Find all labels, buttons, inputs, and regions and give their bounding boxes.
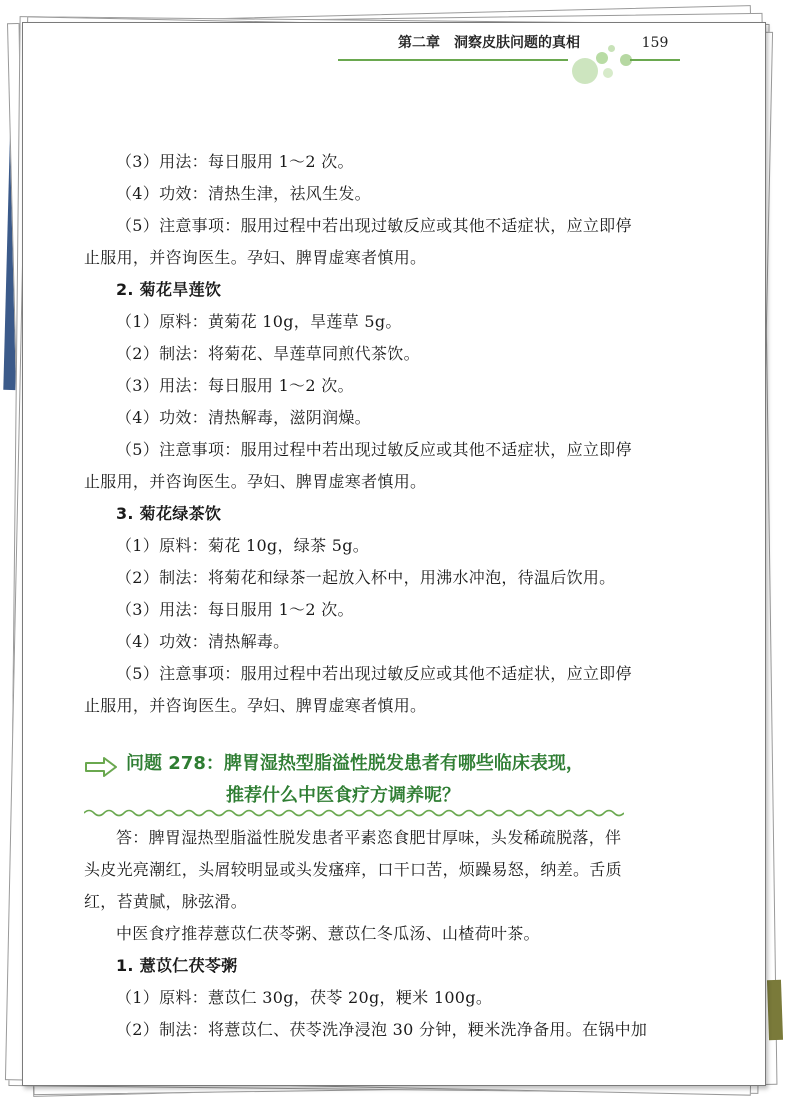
body-text — [84, 146, 684, 722]
text-line: （1）原料：黄菊花 10g，旱莲草 5g。 — [116, 312, 402, 331]
decor-dot — [603, 68, 613, 78]
stack-edge-olive — [767, 980, 783, 1040]
running-header — [300, 28, 680, 82]
text-line: （3）用法：每日服用 1～2 次。 — [116, 152, 354, 171]
section-heading: 2. 菊花旱莲饮 — [116, 280, 222, 299]
text-line: （2）制法：将菊花和绿茶一起放入杯中，用沸水冲泡，待温后饮用。 — [116, 568, 616, 587]
text-line: （1）原料：薏苡仁 30g，茯苓 20g，粳米 100g。 — [116, 988, 493, 1007]
text-line: 止服用，并咨询医生。孕妇、脾胃虚寒者慎用。 — [84, 472, 427, 491]
text-line: 止服用，并咨询医生。孕妇、脾胃虚寒者慎用。 — [84, 248, 427, 267]
wavy-underline — [84, 808, 624, 818]
section-heading: 1. 薏苡仁茯苓粥 — [116, 956, 238, 975]
question-title-line-1: 问题 278：脾胃湿热型脂溢性脱发患者有哪些临床表现， — [126, 753, 584, 774]
text-line: 头皮光亮潮红，头屑较明显或头发瘙痒，口干口苦，烦躁易怒，纳差。舌质 — [84, 860, 622, 879]
page-number: 159 — [641, 35, 669, 51]
answer-text — [84, 822, 684, 1046]
text-line: （4）功效：清热解毒，滋阴润燥。 — [116, 408, 371, 427]
text-line: 止服用，并咨询医生。孕妇、脾胃虚寒者慎用。 — [84, 696, 427, 715]
text-line: （4）功效：清热生津，祛风生发。 — [116, 184, 371, 203]
section-heading: 3. 菊花绿茶饮 — [116, 504, 222, 523]
text-line: （5）注意事项：服用过程中若出现过敏反应或其他不适症状，应立即停 — [116, 440, 632, 459]
text-line: 红，苔黄腻，脉弦滑。 — [84, 892, 248, 911]
decor-dot — [596, 52, 608, 64]
text-line: 中医食疗推荐薏苡仁茯苓粥、薏苡仁冬瓜汤、山楂荷叶茶。 — [116, 924, 540, 943]
text-line: 答：脾胃湿热型脂溢性脱发患者平素恣食肥甘厚味，头发稀疏脱落，伴 — [116, 828, 622, 847]
text-line: （2）制法：将菊花、旱莲草同煎代茶饮。 — [116, 344, 420, 363]
text-line: （3）用法：每日服用 1～2 次。 — [116, 376, 354, 395]
header-rule — [338, 59, 568, 61]
text-line: （3）用法：每日服用 1～2 次。 — [116, 600, 354, 619]
arrow-right-icon — [84, 756, 118, 778]
text-line: （5）注意事项：服用过程中若出现过敏反应或其他不适症状，应立即停 — [116, 664, 632, 683]
text-line: （4）功效：清热解毒。 — [116, 632, 290, 651]
header-rule — [630, 59, 680, 61]
question-title-line-2: 推荐什么中医食疗方调养呢？ — [226, 785, 460, 806]
decor-dot — [572, 58, 598, 84]
text-line: （2）制法：将薏苡仁、茯苓洗净浸泡 30 分钟，粳米洗净备用。在锅中加 — [116, 1020, 648, 1039]
text-line: （1）原料：菊花 10g，绿茶 5g。 — [116, 536, 370, 555]
decor-dot — [608, 45, 615, 52]
question-heading — [84, 746, 704, 818]
chapter-title: 第二章 洞察皮肤问题的真相 — [398, 35, 580, 51]
text-line: （5）注意事项：服用过程中若出现过敏反应或其他不适症状，应立即停 — [116, 216, 632, 235]
